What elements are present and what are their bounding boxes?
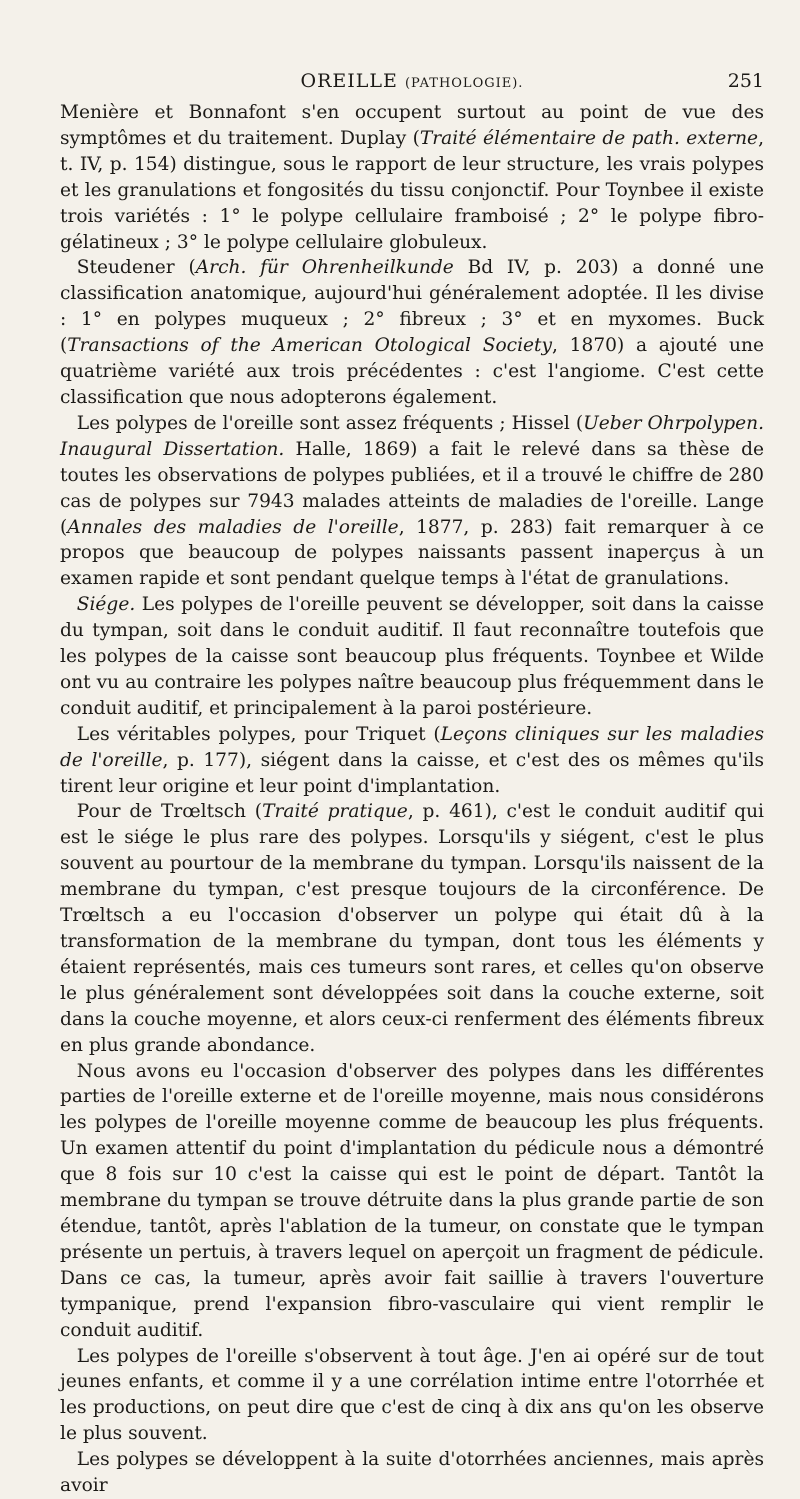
paragraph [60,411,764,592]
paragraph [60,722,764,800]
citation-italic: Annales des maladies de l'oreille [67,516,399,538]
paragraph-text: , 1877, p. 283) fait remarquer à ce propos que beaucoup de polypes naissants passent inaperçus à un examen rapide et sont pendant quelque temps à l'état de granulations. [60,516,764,590]
paragraph-text: Pour de Trœltsch ( [76,801,263,823]
paragraph-text: Menière et Bonnafont s'en occupent surtout au point de vue des symptômes et du traitement. Duplay ( [60,102,764,149]
paragraph-text: Halle, 1869) a fait le relevé dans sa thèse de toutes les observations de polypes publiées, et il a trouvé le chiffre de 280 cas de polypes sur 7943 malades atteints de maladies de l'oreille. Lange ( [60,438,764,538]
paragraph-text: Bd IV, p. 203) a donné une classification anatomique, aujourd'hui généralement adoptée. Il les divise : 1° en polypes muqueux ; 2° fibreux ; 3° et en myxomes. Buck ( [60,257,764,357]
paragraph-text: Les polypes de l'oreille peuvent se développer, soit dans la caisse du tympan, soit dans le conduit auditif. Il faut reconnaître toutefois que les polypes de la caisse sont beaucoup plus fréquents. Toynbee et Wilde ont vu au contraire les polypes naître beaucoup plus fréquemment dans le conduit auditif, et principalement à la paroi postérieure. [60,594,764,719]
body-text [60,100,764,1499]
paragraph [60,1344,764,1448]
citation-italic: Siége. [76,594,136,616]
paragraph [60,1447,764,1499]
header-title-text: OREILLE [300,70,398,92]
paragraph-text: , p. 177), siégent dans la caisse, et c'est des os mêmes qu'ils tirent leur origine et leur point d'implantation. [60,749,764,797]
header-title [60,70,764,92]
paragraph-text: Nous avons eu l'occasion d'observer des polypes dans les différentes parties de l'oreille externe et de l'oreille moyenne, mais nous considérons les polypes de l'oreille moyenne comme de beaucoup les plus fréquents. Un examen attentif du point d'implantation du pédicule nous a démontré que 8 fois sur 10 c'est la caisse qui est le point de départ. Tantôt la membrane du tympan se trouve détruite dans la plus grande partie de son étendue, tantôt, après l'ablation de la tumeur, on constate que le tympan présente un pertuis, à travers lequel on aperçoit un fragment de pédicule. Dans ce cas, la tumeur, après avoir fait saillie à travers l'ouverture tympanique, prend l'expansion fibro-vasculaire qui vient remplir le conduit auditif. [60,1060,764,1341]
paragraph [60,592,764,722]
paragraph [60,100,764,255]
running-header [60,70,764,96]
paragraph-text: Les véritables polypes, pour Triquet ( [76,723,441,745]
paragraph [60,255,764,410]
paragraph-text: Les polypes se développent à la suite d'otorrhées anciennes, mais après avoir [60,1449,764,1497]
paragraph-text: , t. IV, p. 154) distingue, sous le rapport de leur structure, les vrais polypes et les granulations et fongosités du tissu conjonctif. Pour Toynbee il existe trois variétés : 1° le polype cellulaire framboisé ; 2° le polype fibro-gélatineux ; 3° le polype cellulaire globuleux. [60,127,764,253]
paragraph-text: Steudener ( [76,257,196,279]
paragraph-text: , p. 461), c'est le conduit auditif qui est le siége le plus rare des polypes. Lorsqu'ils y siégent, c'est le plus souvent au pourtour de la membrane du tympan. Lorsqu'ils naissent de la membrane du tympan, c'est presque toujours de la circonférence. De Trœltsch a eu l'occasion d'observer un polype qui était dû à la transformation de la membrane du tympan, dont tous les éléments y étaient représentés, mais ces tumeurs sont rares, et celles qu'on observe le plus généralement sont développées soit dans la couche externe, soit dans la couche moyenne, et alors ceux-ci renferment des éléments fibreux en plus grande abondance. [60,801,764,1056]
header-subtitle: (PATHOLOGIE). [404,76,524,91]
citation-italic: Transactions of the American Otological Society [67,335,553,357]
citation-italic: Leçons cliniques sur les maladies de l'oreille [60,723,765,771]
paragraph-text: Les polypes de l'oreille sont assez fréquents ; Hissel ( [76,412,584,434]
citation-italic: Traité élémentaire de path. externe [419,127,759,149]
paragraph-text: Les polypes de l'oreille s'observent à tout âge. J'en ai opéré sur de tout jeunes enfants, et comme il y a une corrélation intime entre l'otorrhée et les productions, on peut dire que c'est de cinq à dix ans qu'on les observe le plus souvent. [60,1345,764,1445]
citation-italic: Traité pratique [262,801,408,823]
page-number: 251 [727,70,764,92]
paragraph-text: , 1870) a ajouté une quatrième variété aux trois précédentes : c'est l'angiome. C'est cette classification que nous adopterons également. [60,335,764,408]
paragraph [60,1059,764,1344]
paragraph [60,799,764,1058]
citation-italic: Ueber Ohrpolypen. Inaugural Dissertation. [60,412,764,460]
citation-italic: Arch. für Ohrenheilkunde [195,257,454,279]
